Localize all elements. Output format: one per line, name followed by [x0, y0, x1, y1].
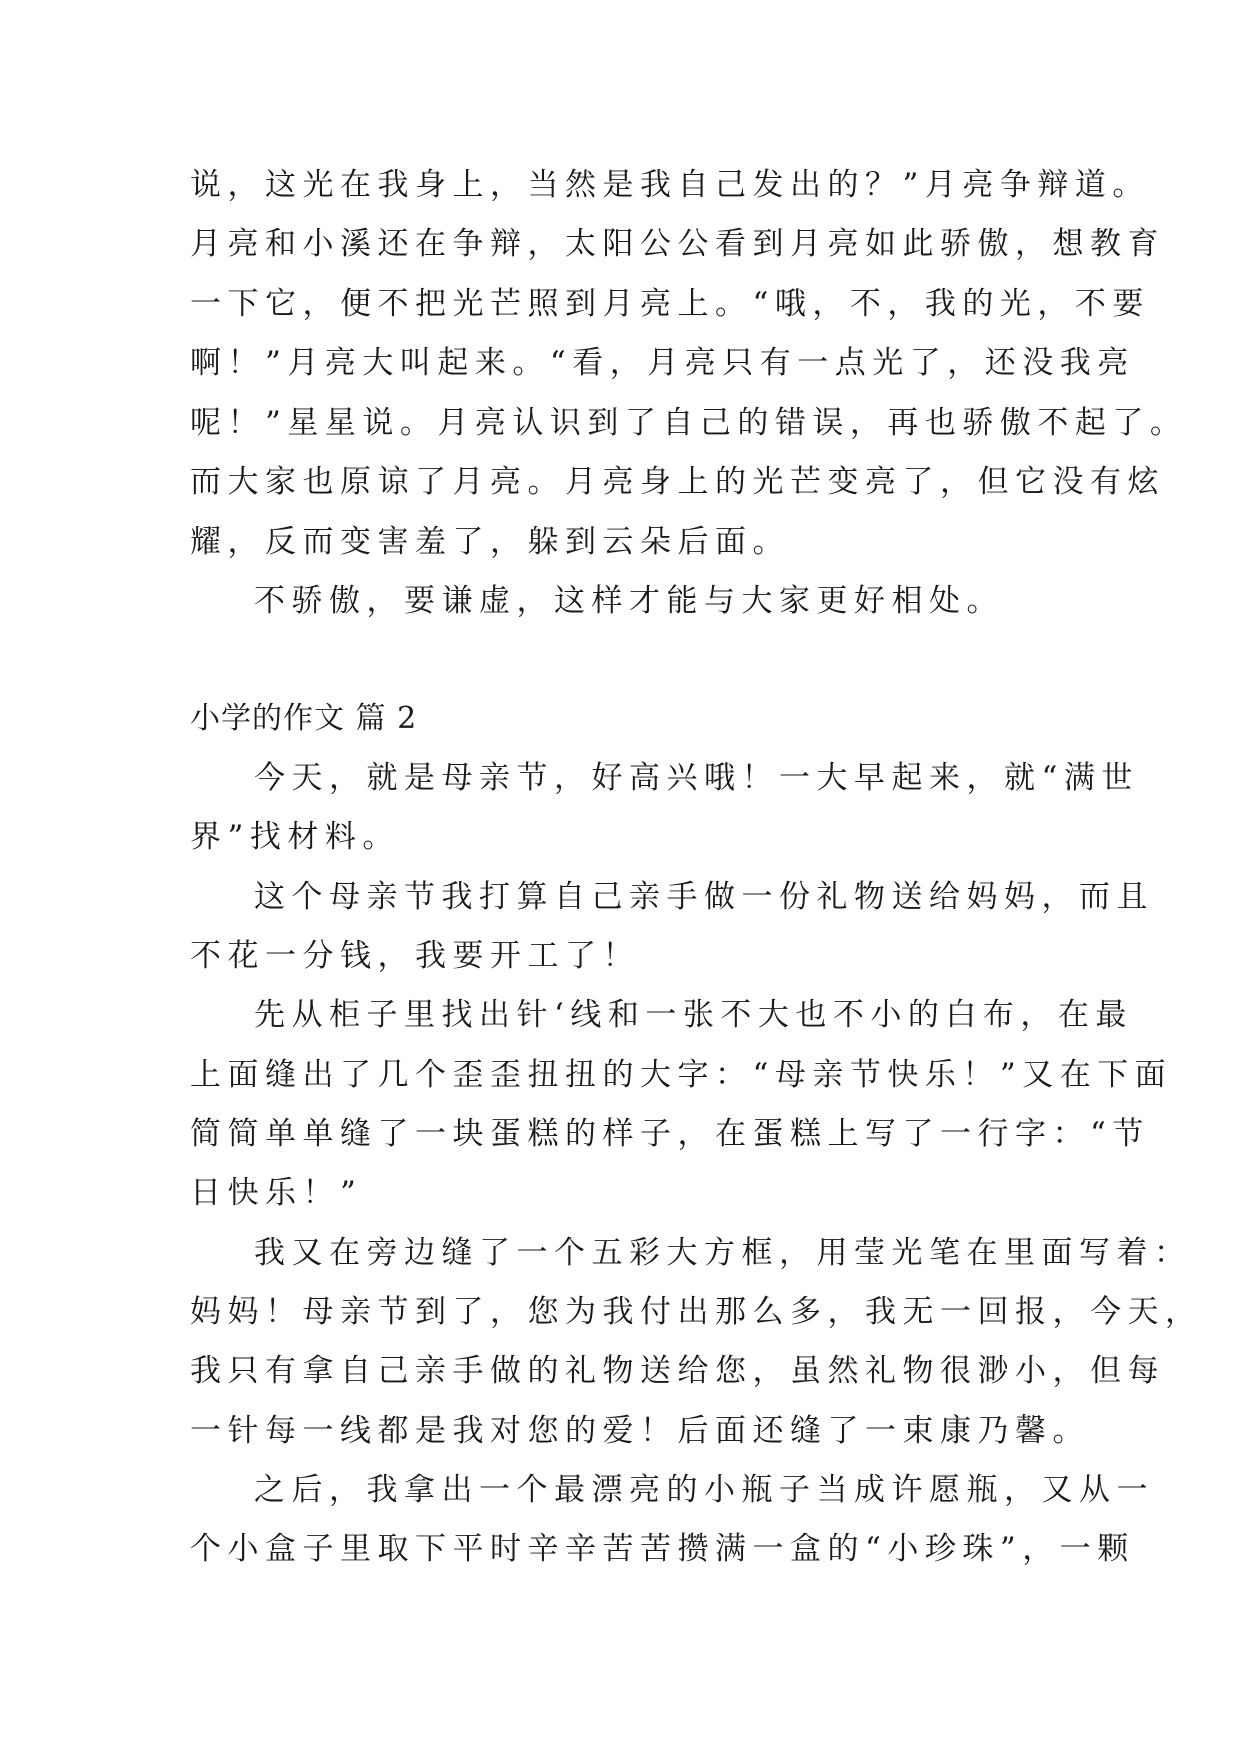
- text-line: 而大家也原谅了月亮。月亮身上的光芒变亮了，但它没有炫: [190, 464, 1165, 500]
- paragraph-line: 界”找材料。: [190, 819, 400, 855]
- paragraph-line: 这个母亲节我打算自己亲手做一份礼物送给妈妈，而且: [254, 879, 1154, 915]
- section-title: 小学的作文 篇 2: [190, 701, 418, 736]
- text-line: 耀，反而变害羞了，躲到云朵后面。: [190, 524, 790, 560]
- paragraph-line: 先从柜子里找出针‘线和一张不大也不小的白布，在最: [254, 997, 1133, 1033]
- paragraph-line: 不花一分钱，我要开工了！: [190, 938, 640, 974]
- paragraph-line: 今天，就是母亲节，好高兴哦！一大早起来，就“满世: [254, 760, 1139, 796]
- paragraph-line: 简简单单缝了一块蛋糕的样子，在蛋糕上写了一行字：“节: [190, 1116, 1150, 1152]
- text-line: 月亮和小溪还在争辩，太阳公公看到月亮如此骄傲，想教育: [190, 226, 1165, 262]
- paragraph-line: 一针每一线都是我对您的爱！后面还缝了一束康乃馨。: [190, 1413, 1090, 1449]
- paragraph-line: 日快乐！”: [190, 1175, 363, 1211]
- text-line: 说，这光在我身上，当然是我自己发出的？”月亮争辩道。: [190, 167, 1150, 203]
- paragraph-line: 我只有拿自己亲手做的礼物送给您，虽然礼物很渺小，但每: [190, 1353, 1165, 1389]
- paragraph-line: 之后，我拿出一个最漂亮的小瓶子当成许愿瓶，又从一: [254, 1472, 1154, 1508]
- paragraph-line: 我又在旁边缝了一个五彩大方框，用莹光笔在里面写着：: [254, 1235, 1192, 1271]
- text-line: 呢！”星星说。月亮认识到了自己的错误，再也骄傲不起了。: [190, 405, 1188, 441]
- moral-line: 不骄傲，要谦虚，这样才能与大家更好相处。: [254, 583, 1004, 619]
- text-line: 一下它，便不把光芒照到月亮上。“哦，不，我的光，不要: [190, 286, 1150, 322]
- text-line: 啊！”月亮大叫起来。“看，月亮只有一点光了，还没我亮: [190, 345, 1135, 381]
- paragraph-line: 上面缝出了几个歪歪扭扭的大字：“母亲节快乐！”又在下面: [190, 1057, 1173, 1093]
- paragraph-line: 妈妈！母亲节到了，您为我付出那么多，我无一回报，今天，: [190, 1294, 1203, 1330]
- paragraph-line: 个小盒子里取下平时辛辛苦苦攒满一盒的“小珍珠”，一颗: [190, 1531, 1135, 1567]
